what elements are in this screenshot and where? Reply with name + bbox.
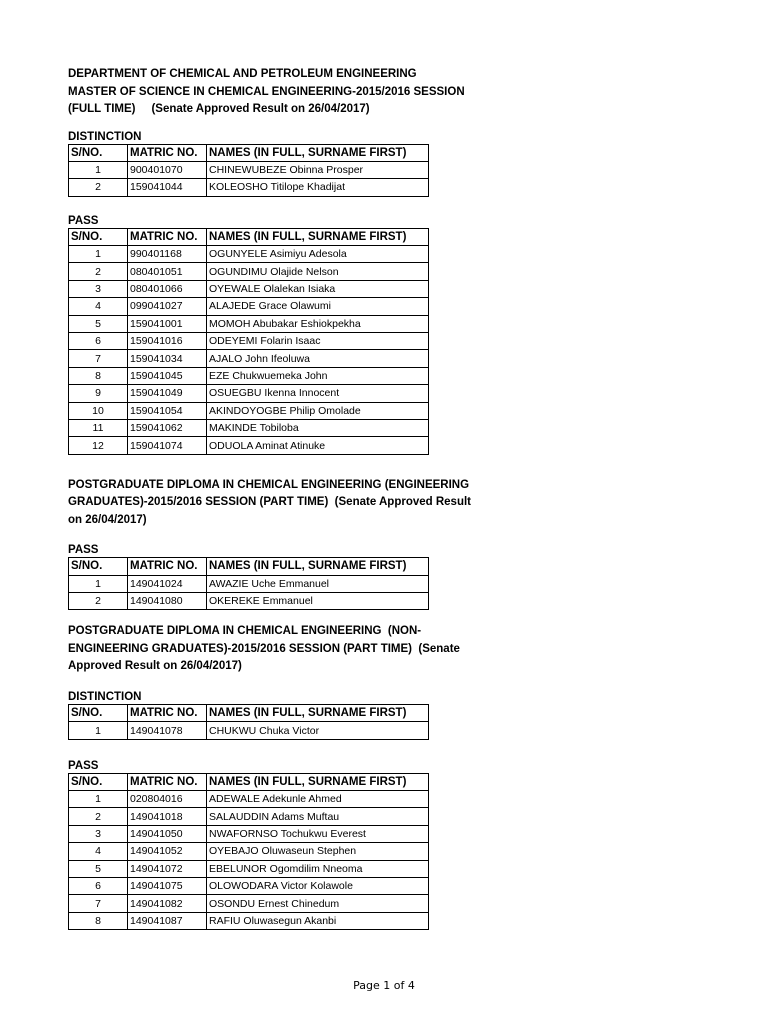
serial-number-cell: 7 <box>69 350 128 367</box>
student-name-cell: OYEBAJO Oluwaseun Stephen <box>207 843 429 860</box>
serial-number-cell: 2 <box>69 263 128 280</box>
serial-number-cell: 6 <box>69 878 128 895</box>
table-header-row <box>69 228 429 245</box>
header-names: NAMES (IN FULL, SURNAME FIRST) <box>207 558 429 575</box>
table-row <box>69 419 429 436</box>
table-row <box>69 280 429 297</box>
section-title-line: on 26/04/2017) <box>68 513 147 526</box>
table-row <box>69 593 429 610</box>
table-header-row <box>69 558 429 575</box>
result-section <box>68 130 468 197</box>
matric-number-cell: 080401066 <box>128 280 207 297</box>
results-table <box>68 704 429 740</box>
serial-number-cell: 2 <box>69 179 128 196</box>
student-name-cell: ODUOLA Aminat Atinuke <box>207 437 429 454</box>
header-sno: S/NO. <box>69 144 128 161</box>
table-row <box>69 575 429 592</box>
serial-number-cell: 1 <box>69 246 128 263</box>
header-sno: S/NO. <box>69 228 128 245</box>
table-header-row <box>69 773 429 790</box>
table-row <box>69 315 429 332</box>
table-row <box>69 912 429 929</box>
student-name-cell: EZE Chukwuemeka John <box>207 367 429 384</box>
header-names: NAMES (IN FULL, SURNAME FIRST) <box>207 773 429 790</box>
matric-number-cell: 149041080 <box>128 593 207 610</box>
header-line: MASTER OF SCIENCE IN CHEMICAL ENGINEERING-2015/2016 SESSION <box>68 85 465 98</box>
matric-number-cell: 099041027 <box>128 298 207 315</box>
section-title-line: POSTGRADUATE DIPLOMA IN CHEMICAL ENGINEERING (NON- <box>68 625 422 638</box>
table-row <box>69 385 429 402</box>
serial-number-cell: 6 <box>69 333 128 350</box>
student-name-cell: SALAUDDIN Adams Muftau <box>207 808 429 825</box>
matric-number-cell: 900401070 <box>128 161 207 178</box>
matric-number-cell: 159041054 <box>128 402 207 419</box>
result-section <box>68 623 468 739</box>
student-name-cell: OGUNDIMU Olajide Nelson <box>207 263 429 280</box>
serial-number-cell: 2 <box>69 808 128 825</box>
section-title-line: POSTGRADUATE DIPLOMA IN CHEMICAL ENGINEERING (ENGINEERING <box>68 478 470 491</box>
table-row <box>69 367 429 384</box>
matric-number-cell: 149041075 <box>128 878 207 895</box>
header-sno: S/NO. <box>69 704 128 721</box>
header-matric-no: MATRIC NO. <box>128 144 207 161</box>
matric-number-cell: 149041024 <box>128 575 207 592</box>
serial-number-cell: 1 <box>69 722 128 739</box>
serial-number-cell: 5 <box>69 315 128 332</box>
matric-number-cell: 149041078 <box>128 722 207 739</box>
table-row <box>69 722 429 739</box>
matric-number-cell: 149041087 <box>128 912 207 929</box>
section-label: PASS <box>68 214 99 227</box>
table-row <box>69 350 429 367</box>
section-title-line: GRADUATES)-2015/2016 SESSION (PART TIME) (Senate Approved Result <box>68 496 472 509</box>
matric-number-cell: 080401051 <box>128 263 207 280</box>
student-name-cell: AJALO John Ifeoluwa <box>207 350 429 367</box>
table-header-row <box>69 704 429 721</box>
section-label: PASS <box>68 544 99 557</box>
serial-number-cell: 1 <box>69 161 128 178</box>
serial-number-cell: 7 <box>69 895 128 912</box>
section-label: DISTINCTION <box>68 690 142 703</box>
student-name-cell: ADEWALE Adekunle Ahmed <box>207 791 429 808</box>
section-title <box>68 623 468 676</box>
matric-number-cell: 159041074 <box>128 437 207 454</box>
serial-number-cell: 5 <box>69 860 128 877</box>
header-sno: S/NO. <box>69 773 128 790</box>
matric-number-cell: 159041034 <box>128 350 207 367</box>
matric-number-cell: 159041001 <box>128 315 207 332</box>
table-row <box>69 895 429 912</box>
serial-number-cell: 1 <box>69 791 128 808</box>
page-footer: Page 1 of 4 <box>353 979 415 992</box>
matric-number-cell: 159041044 <box>128 179 207 196</box>
results-table <box>68 144 429 197</box>
serial-number-cell: 3 <box>69 825 128 842</box>
header-names: NAMES (IN FULL, SURNAME FIRST) <box>207 228 429 245</box>
table-row <box>69 825 429 842</box>
matric-number-cell: 149041082 <box>128 895 207 912</box>
result-section <box>68 759 468 931</box>
student-name-cell: MAKINDE Tobiloba <box>207 419 429 436</box>
header-matric-no: MATRIC NO. <box>128 773 207 790</box>
table-row <box>69 298 429 315</box>
section-title-line: ENGINEERING GRADUATES)-2015/2016 SESSION (PART TIME) (Senate <box>68 642 460 655</box>
student-name-cell: RAFIU Oluwasegun Akanbi <box>207 912 429 929</box>
student-name-cell: NWAFORNSO Tochukwu Everest <box>207 825 429 842</box>
serial-number-cell: 12 <box>69 437 128 454</box>
student-name-cell: OKEREKE Emmanuel <box>207 593 429 610</box>
section-title <box>68 477 472 530</box>
table-row <box>69 843 429 860</box>
serial-number-cell: 9 <box>69 385 128 402</box>
table-row <box>69 808 429 825</box>
table-row <box>69 246 429 263</box>
header-matric-no: MATRIC NO. <box>128 558 207 575</box>
table-row <box>69 860 429 877</box>
table-row <box>69 878 429 895</box>
student-name-cell: KOLEOSHO Titilope Khadijat <box>207 179 429 196</box>
section-label: PASS <box>68 759 99 772</box>
table-header-row <box>69 144 429 161</box>
table-row <box>69 179 429 196</box>
student-name-cell: CHUKWU Chuka Victor <box>207 722 429 739</box>
matric-number-cell: 159041045 <box>128 367 207 384</box>
table-row <box>69 791 429 808</box>
serial-number-cell: 4 <box>69 298 128 315</box>
serial-number-cell: 2 <box>69 593 128 610</box>
student-name-cell: MOMOH Abubakar Eshiokpekha <box>207 315 429 332</box>
matric-number-cell: 990401168 <box>128 246 207 263</box>
student-name-cell: OSUEGBU Ikenna Innocent <box>207 385 429 402</box>
student-name-cell: OLOWODARA Victor Kolawole <box>207 878 429 895</box>
table-row <box>69 263 429 280</box>
results-table <box>68 557 429 610</box>
student-name-cell: CHINEWUBEZE Obinna Prosper <box>207 161 429 178</box>
document-header <box>68 66 468 119</box>
table-row <box>69 437 429 454</box>
header-matric-no: MATRIC NO. <box>128 704 207 721</box>
table-row <box>69 333 429 350</box>
table-row <box>69 161 429 178</box>
student-name-cell: ALAJEDE Grace Olawumi <box>207 298 429 315</box>
matric-number-cell: 149041018 <box>128 808 207 825</box>
student-name-cell: OYEWALE Olalekan Isiaka <box>207 280 429 297</box>
matric-number-cell: 149041052 <box>128 843 207 860</box>
serial-number-cell: 10 <box>69 402 128 419</box>
table-row <box>69 402 429 419</box>
header-matric-no: MATRIC NO. <box>128 228 207 245</box>
result-section <box>68 214 468 455</box>
student-name-cell: ODEYEMI Folarin Isaac <box>207 333 429 350</box>
serial-number-cell: 1 <box>69 575 128 592</box>
section-title-line: Approved Result on 26/04/2017) <box>68 660 242 673</box>
results-table <box>68 228 429 455</box>
matric-number-cell: 159041049 <box>128 385 207 402</box>
header-names: NAMES (IN FULL, SURNAME FIRST) <box>207 704 429 721</box>
serial-number-cell: 11 <box>69 419 128 436</box>
student-name-cell: OSONDU Ernest Chinedum <box>207 895 429 912</box>
serial-number-cell: 8 <box>69 912 128 929</box>
header-sno: S/NO. <box>69 558 128 575</box>
matric-number-cell: 020804016 <box>128 791 207 808</box>
header-line: (FULL TIME) (Senate Approved Result on 26/04/2017) <box>68 103 370 115</box>
serial-number-cell: 3 <box>69 280 128 297</box>
results-table <box>68 773 429 931</box>
serial-number-cell: 4 <box>69 843 128 860</box>
matric-number-cell: 149041072 <box>128 860 207 877</box>
header-line: DEPARTMENT OF CHEMICAL AND PETROLEUM ENGINEERING <box>68 68 417 80</box>
result-sections <box>68 130 472 931</box>
student-name-cell: AKINDOYOGBE Philip Omolade <box>207 402 429 419</box>
section-label: DISTINCTION <box>68 130 142 143</box>
matric-number-cell: 149041050 <box>128 825 207 842</box>
matric-number-cell: 159041016 <box>128 333 207 350</box>
document-body <box>68 66 472 930</box>
student-name-cell: EBELUNOR Ogomdilim Nneoma <box>207 860 429 877</box>
student-name-cell: OGUNYELE Asimiyu Adesola <box>207 246 429 263</box>
serial-number-cell: 8 <box>69 367 128 384</box>
header-names: NAMES (IN FULL, SURNAME FIRST) <box>207 144 429 161</box>
result-section <box>68 477 472 611</box>
student-name-cell: AWAZIE Uche Emmanuel <box>207 575 429 592</box>
matric-number-cell: 159041062 <box>128 419 207 436</box>
